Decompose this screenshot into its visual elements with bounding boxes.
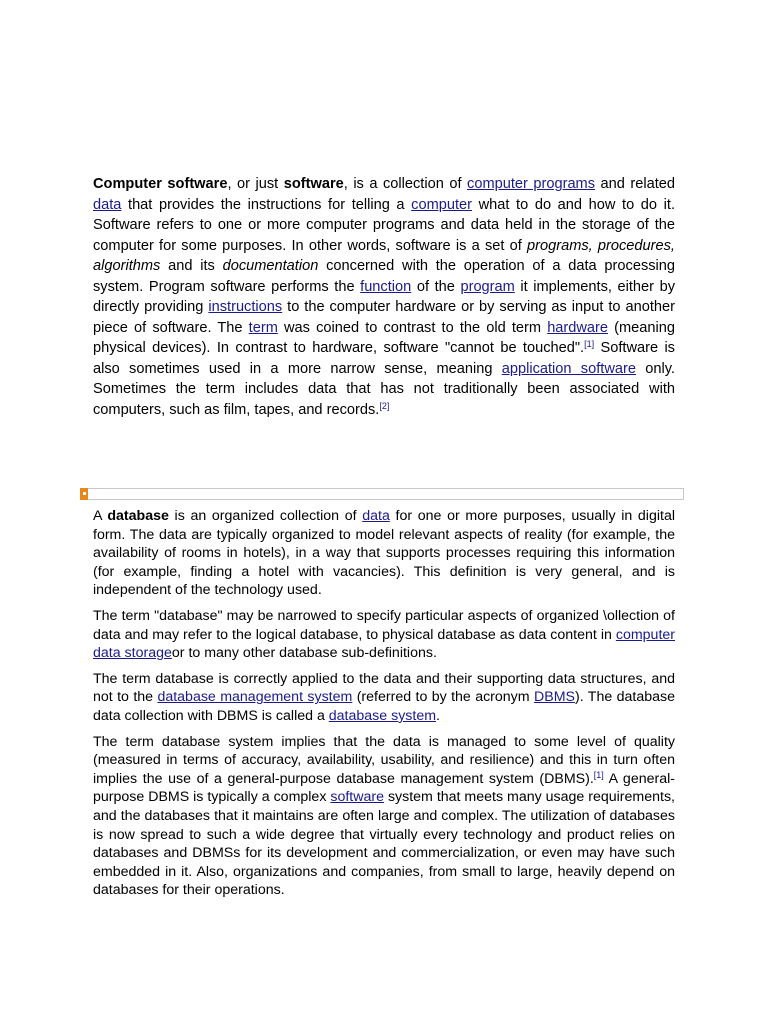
term-bold: database xyxy=(107,508,169,524)
section-divider-bar xyxy=(80,488,684,500)
link-data[interactable]: data xyxy=(362,508,390,524)
link-computer-programs[interactable]: computer programs xyxy=(467,176,596,192)
link-database-management-system[interactable]: database management system xyxy=(157,689,353,706)
term-bold: software xyxy=(283,176,344,192)
footnote-link[interactable]: [1] xyxy=(584,339,595,349)
link-term[interactable]: term xyxy=(248,319,278,336)
link-database-system[interactable]: database system xyxy=(328,707,437,724)
footnote-link[interactable]: [1] xyxy=(593,769,604,780)
footnote-ref xyxy=(379,401,389,411)
database-paragraph-4: The term database system implies that the data is managed to some level of quality (measured in terms of accuracy, availability, usability, and resilience) and this in turn often implies the use of a general-purpose database management system (DBMS).[1] A general-purpose DBMS is typically a complex software system that meets many usage requirements, and the databases that it maintains are often large and complex. The utilization of databases is now spread to such a wide degree that virtually every technology and product relies on databases and DBMSs for its development and commercialization, or even may have such embedded in it. Also, organizations and companies, from small to large, heavily depend on databases for their operations. xyxy=(93,733,675,899)
footnote-link[interactable]: [2] xyxy=(379,400,390,411)
link-computer[interactable]: computer xyxy=(411,196,473,213)
link-application-software[interactable]: application software xyxy=(501,360,636,377)
link-program[interactable]: program xyxy=(460,278,515,295)
database-paragraph-2: The term "database" may be narrowed to specify particular aspects of organized \ollection of data and may refer to the logical database, to physical database as data content in computer data storageor to many other database sub-definitions. xyxy=(93,607,675,662)
link-dbms[interactable]: DBMS xyxy=(533,689,575,706)
footnote-ref xyxy=(594,770,604,780)
link-hardware[interactable]: hardware xyxy=(547,319,609,336)
footnote-ref xyxy=(584,339,594,349)
link-data[interactable]: data xyxy=(93,196,122,213)
database-paragraph-3: The term database is correctly applied to the data and their supporting data structures, and not to the database management system (referred to by the acronym DBMS). The database data collection with DBMS is called a database system. xyxy=(93,670,675,724)
software-paragraph: Computer software, or just software, is a collection of computer programs and related data that provides the instructions for telling a computer what to do and how to do it. Software refers to one or more computer programs and data held in the storage of the computer for some purposes. In other words, software is a set of programs, procedures, algorithms and its documentation concerned with the operation of a data processing system. Program software performs the function of the program it implements, either by directly providing instructions to the computer hardware or by serving as input to another piece of software. The term was coined to contrast to the old term hardware (meaning physical devices). In contrast to hardware, software "cannot be touched".[1] Software is also sometimes used in a more narrow sense, meaning application software only. Sometimes the term includes data that has not traditionally been associated with computers, such as film, tapes, and records.[2] xyxy=(93,176,676,418)
database-section xyxy=(93,507,675,907)
italic-text: documentation xyxy=(222,258,319,274)
link-software[interactable]: software xyxy=(330,789,384,806)
link-instructions[interactable]: instructions xyxy=(208,299,283,315)
link-function[interactable]: function xyxy=(360,278,412,295)
italic-text: programs, procedures, algorithms xyxy=(93,237,675,274)
term-bold: Computer software xyxy=(93,176,228,192)
database-paragraph-1: A database is an organized collection of data for one or more purposes, usually in digital form. The data are typically organized to model relevant aspects of reality (for example, the availability of rooms in hotels), in a way that supports processes requiring this information (for example, finding a hotel with vacancies). This definition is very general, and is independent of the technology used. xyxy=(93,508,675,599)
link-computer-data-storage[interactable]: computer data storage xyxy=(93,626,675,662)
section-marker-icon xyxy=(80,488,88,500)
